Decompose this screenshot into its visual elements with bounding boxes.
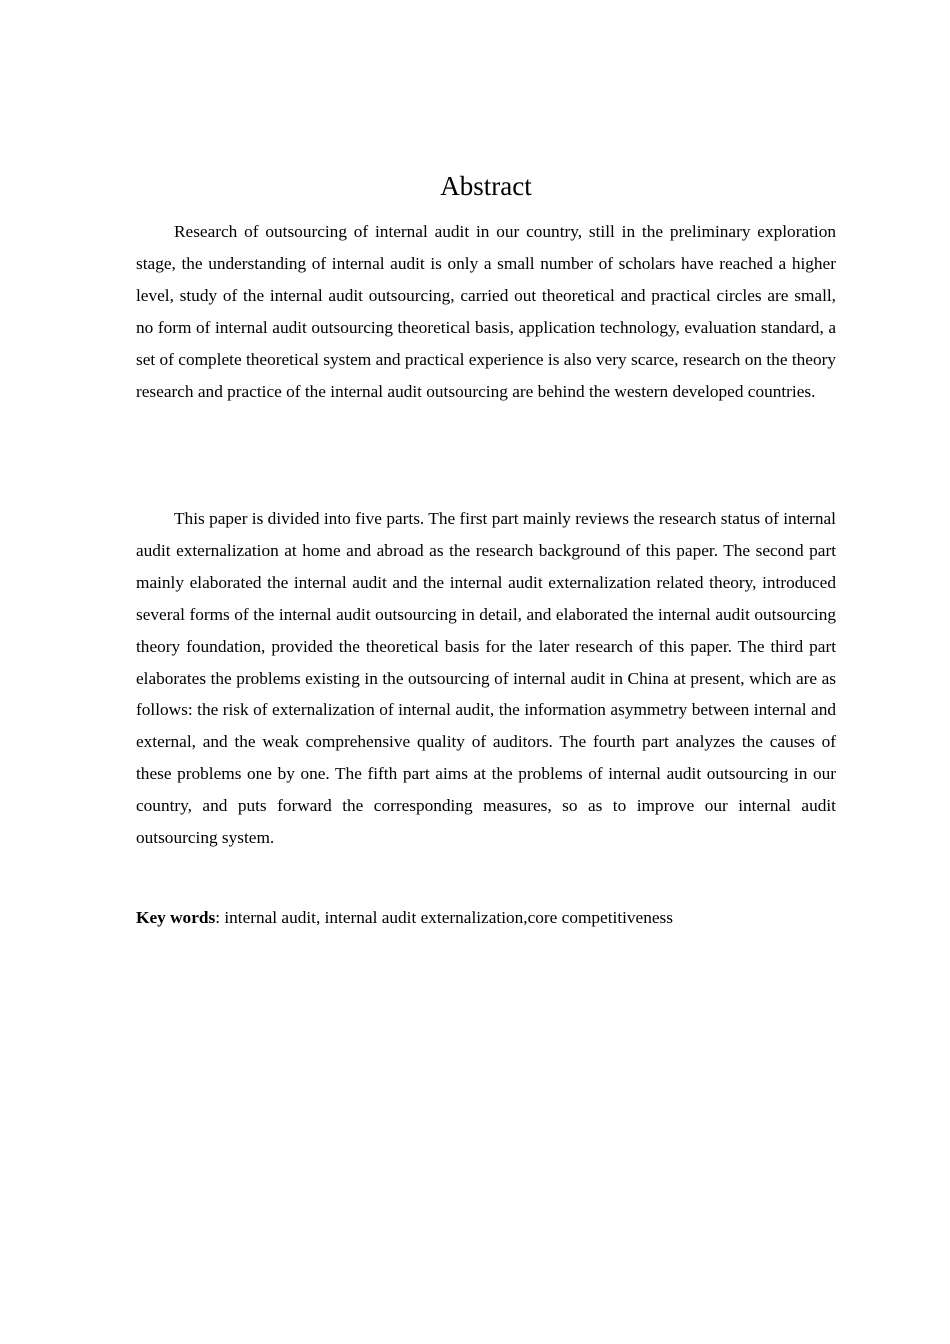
abstract-paragraph-2: This paper is divided into five parts. The first part mainly reviews the research status of internal audit externalization at home and abroad as the research background of this paper. The second part mainly elaborated the internal audit and the internal audit externalization related theory, introduced several forms of the internal audit outsourcing in detail, and elaborated the internal audit outsourcing theory foundation, provided the theoretical basis for the later research of this paper. The third part elaborates the problems existing in the outsourcing of internal audit in China at present, which are as follows: the risk of externalization of internal audit, the information asymmetry between internal and external, and the weak comprehensive quality of auditors. The fourth part analyzes the causes of these problems one by one. The fifth part aims at the problems of internal audit outsourcing in our country, and puts forward the corresponding measures, so as to improve our internal audit outsourcing system.: [136, 509, 836, 848]
keywords-line: [136, 902, 836, 934]
keywords-label: Key words: [136, 908, 216, 927]
abstract-paragraph-1: Research of outsourcing of internal audit in our country, still in the preliminary exploration stage, the understanding of internal audit is only a small number of scholars have reached a higher level, study of the internal audit outsourcing, carried out theoretical and practical circles are small, no form of internal audit outsourcing theoretical basis, application technology, evaluation standard, a set of complete theoretical system and practical experience is also very scarce, research on the theory research and practice of the internal audit outsourcing are behind the western developed countries.: [136, 222, 836, 401]
keywords-list: : internal audit, internal audit externalization,core competitiveness: [215, 908, 673, 927]
abstract-title: Abstract: [440, 171, 532, 201]
